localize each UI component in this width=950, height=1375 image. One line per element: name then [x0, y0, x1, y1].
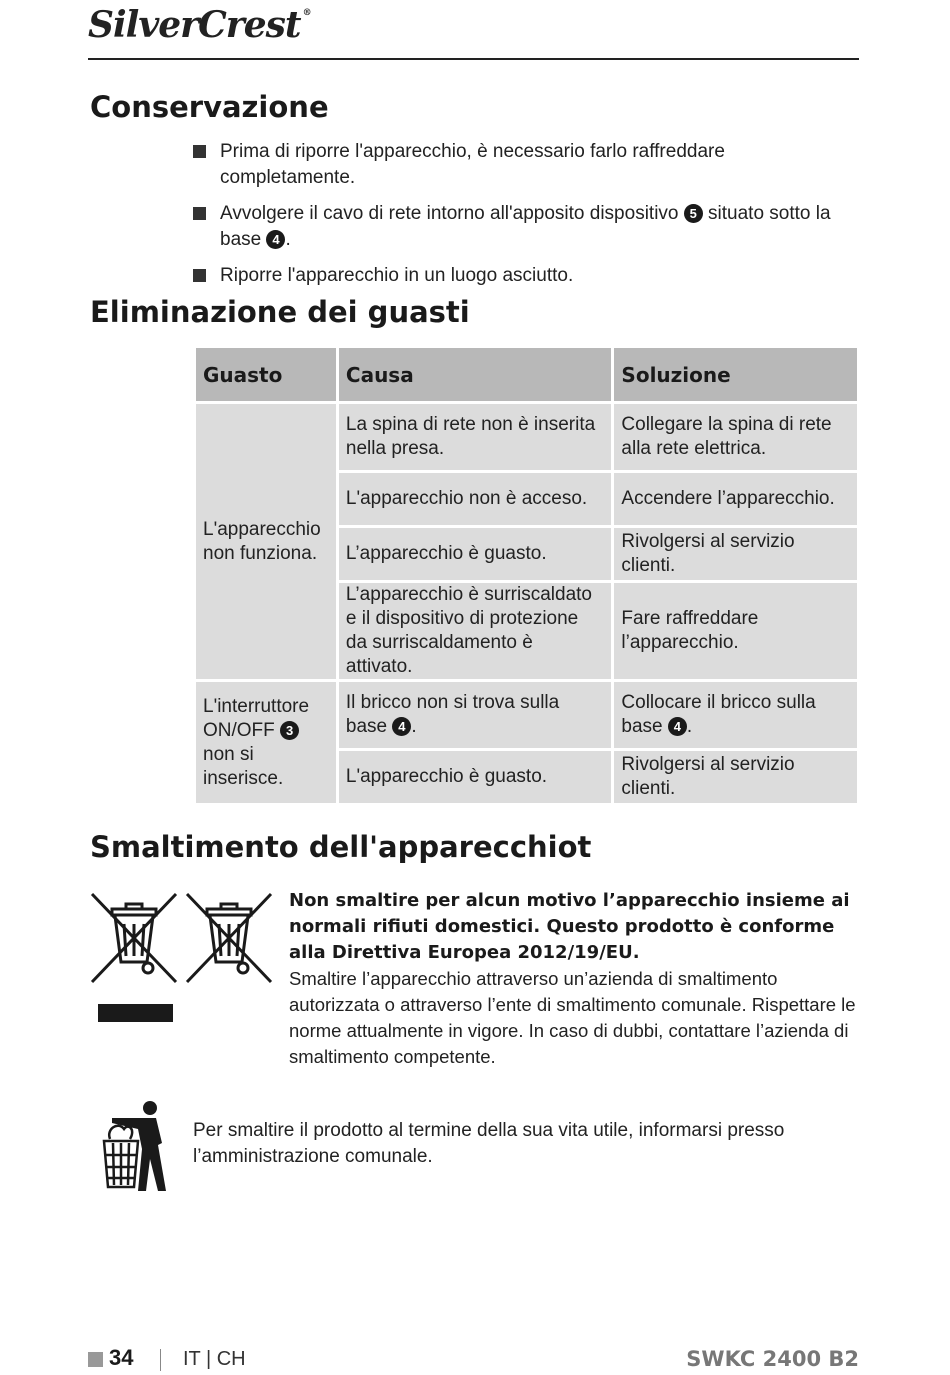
disposal-note: Per smaltire il prodotto al termine della sua vita utile, informarsi presso l’amministrazione comunale. — [193, 1120, 785, 1167]
solution-cell: Rivolgersi al servizio clienti. — [613, 750, 859, 805]
solution-cell: Fare raffreddare l’apparecchio. — [613, 582, 859, 681]
cause-cell: La spina di rete non è inserita nella presa. — [337, 403, 613, 472]
table-row — [195, 403, 859, 472]
weee-symbols — [90, 892, 280, 1032]
troubleshooting-table — [193, 345, 860, 806]
reference-number-badge: 4 — [266, 230, 285, 249]
footer-square-icon — [88, 1352, 103, 1367]
solution-cell: Rivolgersi al servizio clienti. — [613, 527, 859, 582]
page-number: 34 — [109, 1345, 134, 1370]
brand-logo: SilverCrest ® — [88, 4, 311, 46]
section-title-smaltimento: Smaltimento dell'apparecchiot — [90, 830, 592, 864]
list-item: Avvolgere il cavo di rete intorno all'apposito dispositivo 5 situato sotto la base 4 . — [193, 201, 863, 253]
column-header: Soluzione — [613, 347, 859, 403]
fault-cell: L'interruttore ON/OFF 3 non si inserisce. — [195, 681, 338, 805]
reference-number-badge: 4 — [668, 717, 687, 736]
column-header: Causa — [337, 347, 613, 403]
footer-divider — [160, 1349, 161, 1371]
bullet-square-icon — [193, 207, 206, 220]
solution-cell: Collegare la spina di rete alla rete elettrica. — [613, 403, 859, 472]
crossed-bin-icon — [90, 892, 280, 1027]
cause-cell: L'apparecchio è guasto. — [337, 750, 613, 805]
section-title-conservazione: Conservazione — [90, 90, 329, 124]
cause-cell: Il bricco non si trova sulla base 4 . — [337, 681, 613, 750]
reference-number-badge: 3 — [280, 721, 299, 740]
cause-cell: L'apparecchio non è acceso. — [337, 472, 613, 527]
list-item: Prima di riporre l'apparecchio, è necessario farlo raffreddare completamente. — [193, 139, 863, 191]
weee-notice — [289, 888, 864, 1070]
weee-instructions: Smaltire l’apparecchio attraverso un’azienda di smaltimento autorizzata o attraverso l’ente di smaltimento comunale. Rispettare le norme attualmente in vigore. In caso di dubbi, contattare l’azienda di smaltimento competente. — [289, 968, 856, 1067]
weee-warning: Non smaltire per alcun motivo l’apparecchio insieme ai normali rifiuti domestici. Questo prodotto è conforme alla Direttiva Europea 2012/19/EU. — [289, 890, 850, 963]
reference-number-badge: 4 — [392, 717, 411, 736]
cause-cell: L’apparecchio è guasto. — [337, 527, 613, 582]
table-row — [195, 681, 859, 750]
list-item: Riporre l'apparecchio in un luogo asciutto. — [193, 263, 863, 289]
language-code: IT | CH — [183, 1348, 246, 1370]
disposal-icon — [98, 1101, 173, 1198]
section-title-guasti: Eliminazione dei guasti — [90, 295, 470, 329]
table-header-row — [195, 347, 859, 403]
header-divider — [88, 58, 859, 60]
fault-cell: L'apparecchio non funziona. — [195, 403, 338, 681]
model-number: SWKC 2400 B2 — [686, 1347, 859, 1371]
reference-number-badge: 5 — [684, 204, 703, 223]
bullet-square-icon — [193, 269, 206, 282]
cause-cell: L’apparecchio è surriscaldato e il dispositivo di protezione da surriscaldamento è attivato. — [337, 582, 613, 681]
column-header: Guasto — [195, 347, 338, 403]
solution-cell: Collocare il bricco sulla base 4 . — [613, 681, 859, 750]
bullet-square-icon — [193, 145, 206, 158]
conservazione-list — [193, 139, 863, 289]
solution-cell: Accendere l’apparecchio. — [613, 472, 859, 527]
